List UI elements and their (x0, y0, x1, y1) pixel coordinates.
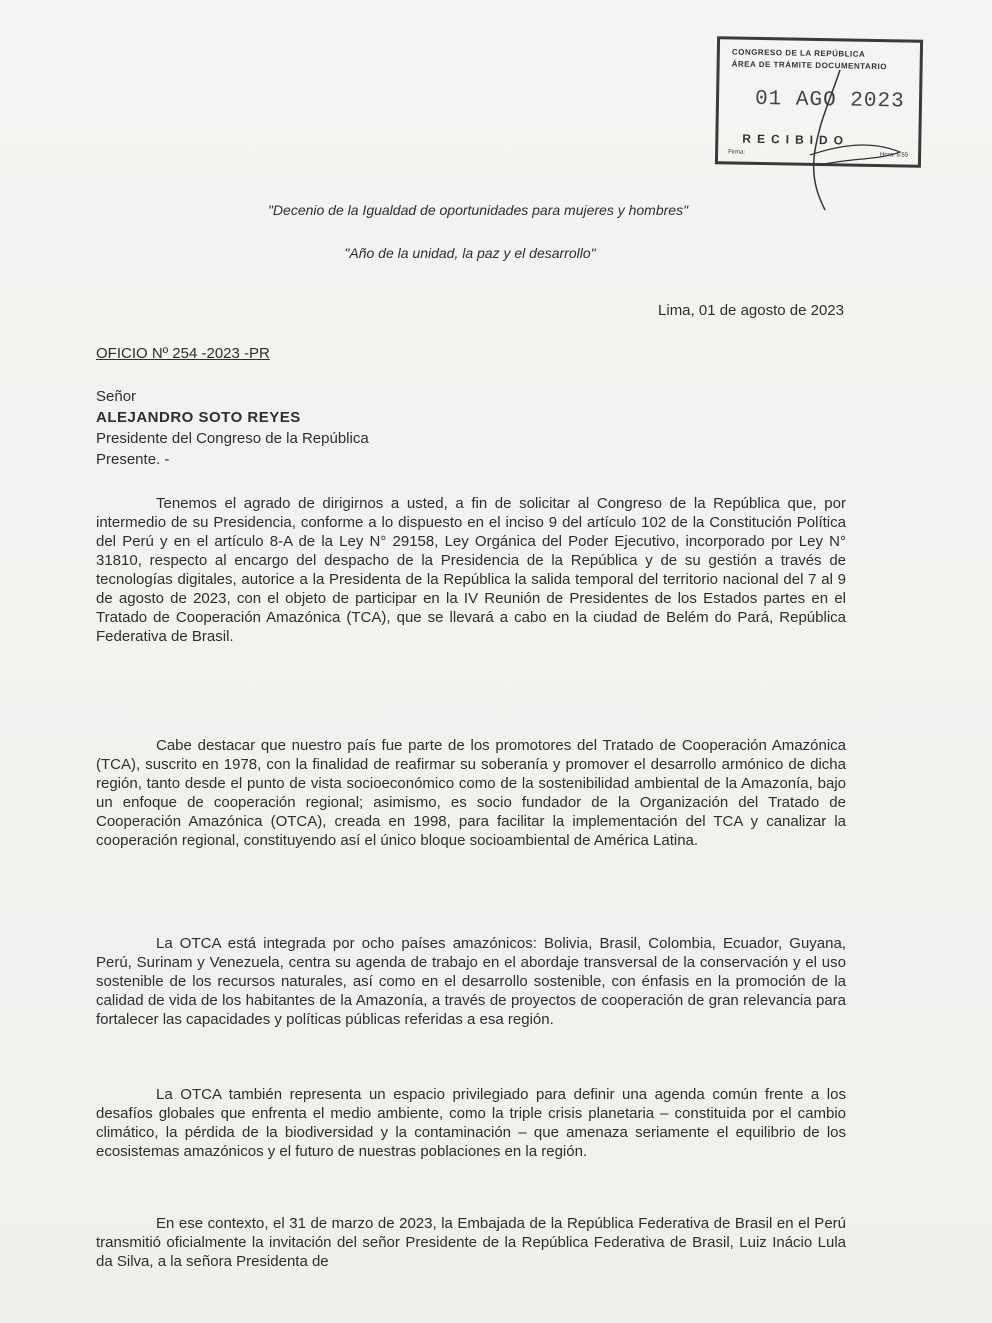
body-paragraph-2: Cabe destacar que nuestro país fue parte de los promotores del Tratado de Cooperación Amazónica (TCA), suscrito en 1978, con la finalidad de reafirmar su soberanía y promover el desarrollo armónico de dicha región, tanto desde el punto de vista socioeconómico como de la sostenibilidad ambiental de la Amazonía, bajo un enfoque de cooperación regional; asimismo, es socio fundador de la Organización del Tratado de Cooperación Amazónica (OTCA), creada en 1998, para facilitar la implementación del TCA y canalizar la cooperación regional, constituyendo así el único bloque socioambiental de América Latina. (96, 737, 846, 849)
stamp-received: RECIBIDO (742, 131, 850, 148)
handwritten-signature (780, 60, 930, 220)
body-paragraph-4: La OTCA también representa un espacio privilegiado para definir una agenda común frente a los desafíos globales que enfrenta el medio ambiente, como la triple crisis planetaria – constituida por el cambio climático, la pérdida de la biodiversidad y la contaminación – que amenaza seriamente el equilibrio de los ecosistemas amazónicos y el futuro de nuestras poblaciones en la región. (96, 1086, 846, 1160)
stamp-signature-label: Firma: (728, 149, 746, 156)
salutation: Señor (96, 388, 137, 405)
stamp-time: Hora: 5:55 (879, 152, 909, 159)
stamp-institution: CONGRESO DE LA REPÚBLICA (731, 47, 866, 59)
stamp-date: 01 AGO 2023 (754, 87, 905, 114)
presente: Presente. - (96, 451, 170, 468)
document-reference: OFICIO Nº 254 -2023 -PR (96, 345, 270, 362)
decade-slogan: "Decenio de la Igualdad de oportunidades para mujeres y hombres" (267, 202, 689, 218)
stamp-department: ÁREA DE TRÁMITE DOCUMENTARIO (731, 59, 888, 72)
body-paragraph-3: La OTCA está integrada por ocho países amazónicos: Bolivia, Brasil, Colombia, Ecuador, Guyana, Perú, Surinam y Venezuela, centra su agenda de trabajo en el abordaje transversal de la conservación y el uso sostenible de los recursos naturales, así como en el desarrollo sostenible, con énfasis en la promoción de la calidad de vida de los habitantes de la Amazonía, a través de proyectos de cooperación de gran relevancia para fortalecer las capacidades y políticas públicas referidas a esa región. (96, 935, 846, 1028)
recipient-name: ALEJANDRO SOTO REYES (96, 409, 301, 426)
body-paragraph-5: En ese contexto, el 31 de marzo de 2023, la Embajada de la República Federativa de Brasil en el Perú transmitió oficialmente la invitación del señor Presidente de la República Federativa de Brasil, Luiz Inácio Lula da Silva, a la señora Presidenta de (96, 1215, 846, 1270)
body-paragraph-1: Tenemos el agrado de dirigirnos a usted, a fin de solicitar al Congreso de la República que, por intermedio de su Presidencia, conforme a lo dispuesto en el inciso 9 del artículo 102 de la Constitución Política del Perú y en el artículo 8-A de la Ley N° 29158, Ley Orgánica del Poder Ejecutivo, incorporado por Ley N° 31810, respecto al encargo del despacho de la Presidencia de la República y de su gestión a través de tecnologías digitales, autorice a la Presidenta de la República la salida temporal del territorio nacional del 7 al 9 de agosto de 2023, con el objeto de participar en la IV Reunión de Presidentes de los Estados partes en el Tratado de Cooperación Amazónica (TCA), que se llevará a cabo en la ciudad de Belém do Pará, República Federativa de Brasil. (96, 495, 846, 645)
year-slogan: "Año de la unidad, la paz y el desarrollo" (344, 245, 596, 261)
recipient-title: Presidente del Congreso de la República (96, 430, 369, 447)
place-and-date: Lima, 01 de agosto de 2023 (658, 302, 844, 319)
